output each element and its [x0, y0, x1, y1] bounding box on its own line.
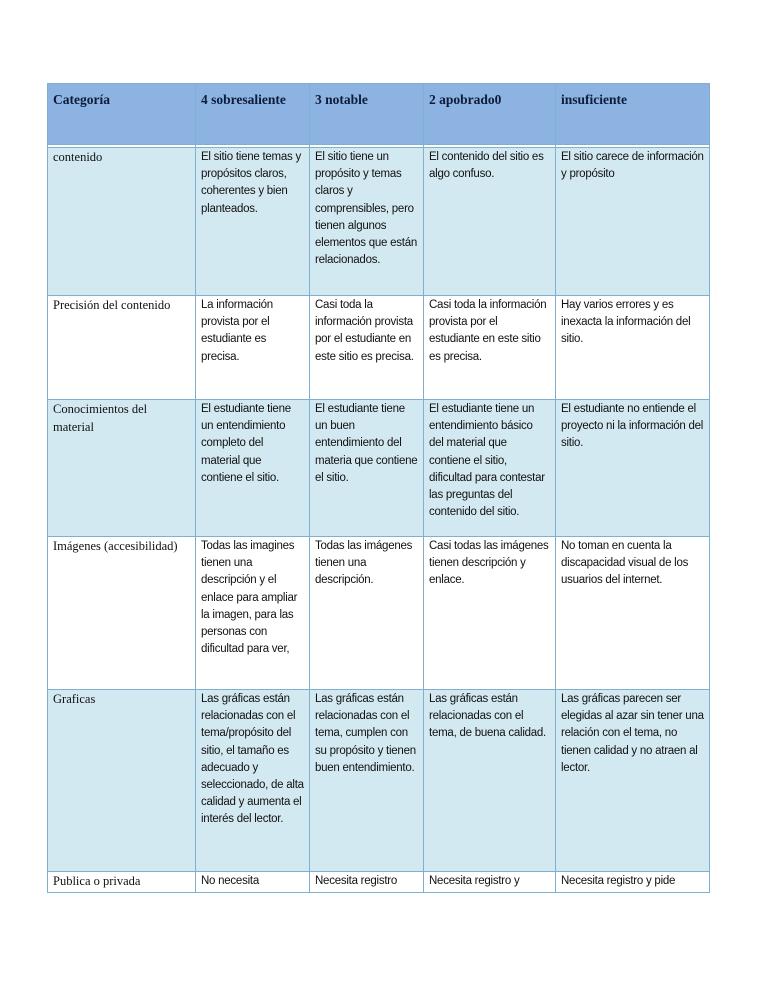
cell-notable: El sitio tiene un propósito y temas claros y comprensibles, pero tienen algunos elementos que están relacionados. — [310, 148, 424, 296]
cell-insuficiente: Las gráficas parecen ser elegidas al azar sin tener una relación con el tema, no tienen calidad y no atraen al lector. — [556, 690, 710, 872]
row-category: Conocimientos del material — [48, 400, 196, 537]
header-row — [48, 84, 710, 145]
cell-insuficiente: Necesita registro y pide — [556, 872, 710, 893]
cell-aprobado: Necesita registro y — [424, 872, 556, 893]
row-category: Precisión del contenido — [48, 296, 196, 400]
table-row — [48, 296, 710, 400]
header-sobresaliente: 4 sobresaliente — [196, 84, 310, 145]
table-row — [48, 537, 710, 690]
header-categoria: Categoría — [48, 84, 196, 145]
row-category: Graficas — [48, 690, 196, 872]
header-aprobado: 2 apobrado0 — [424, 84, 556, 145]
table-row — [48, 400, 710, 537]
cell-aprobado: El contenido del sitio es algo confuso. — [424, 148, 556, 296]
table-row — [48, 872, 710, 893]
cell-aprobado: Casi todas las imágenes tienen descripción y enlace. — [424, 537, 556, 690]
rubric-table — [47, 83, 710, 893]
cell-insuficiente: El sitio carece de información y propósito — [556, 148, 710, 296]
cell-sobresaliente: El estudiante tiene un entendimiento completo del material que contiene el sitio. — [196, 400, 310, 537]
cell-aprobado: Las gráficas están relacionadas con el tema, de buena calidad. — [424, 690, 556, 872]
cell-notable: El estudiante tiene un buen entendimiento del materia que contiene el sitio. — [310, 400, 424, 537]
header-notable: 3 notable — [310, 84, 424, 145]
table-row — [48, 690, 710, 872]
header-insuficiente: insuficiente — [556, 84, 710, 145]
cell-aprobado: Casi toda la información provista por el estudiante en este sitio es precisa. — [424, 296, 556, 400]
cell-sobresaliente: Todas las imagines tienen una descripción y el enlace para ampliar la imagen, para las personas con dificultad para ver, — [196, 537, 310, 690]
cell-sobresaliente: No necesita — [196, 872, 310, 893]
cell-insuficiente: No toman en cuenta la discapacidad visual de los usuarios del internet. — [556, 537, 710, 690]
row-category: Imágenes (accesibilidad) — [48, 537, 196, 690]
row-category: Publica o privada — [48, 872, 196, 893]
cell-aprobado: El estudiante tiene un entendimiento básico del material que contiene el sitio, dificultad para contestar las preguntas del contenido del sitio. — [424, 400, 556, 537]
cell-insuficiente: Hay varios errores y es inexacta la información del sitio. — [556, 296, 710, 400]
cell-sobresaliente: La información provista por el estudiante es precisa. — [196, 296, 310, 400]
row-category: contenido — [48, 148, 196, 296]
cell-notable: Necesita registro — [310, 872, 424, 893]
cell-insuficiente: El estudiante no entiende el proyecto ni la información del sitio. — [556, 400, 710, 537]
cell-notable: Las gráficas están relacionadas con el tema, cumplen con su propósito y tienen buen entendimiento. — [310, 690, 424, 872]
table-row — [48, 148, 710, 296]
cell-sobresaliente: Las gráficas están relacionadas con el tema/propósito del sitio, el tamaño es adecuado y seleccionado, de alta calidad y aumenta el interés del lector. — [196, 690, 310, 872]
cell-notable: Todas las imágenes tienen una descripción. — [310, 537, 424, 690]
cell-sobresaliente: El sitio tiene temas y propósitos claros, coherentes y bien planteados. — [196, 148, 310, 296]
cell-notable: Casi toda la información provista por el estudiante en este sitio es precisa. — [310, 296, 424, 400]
